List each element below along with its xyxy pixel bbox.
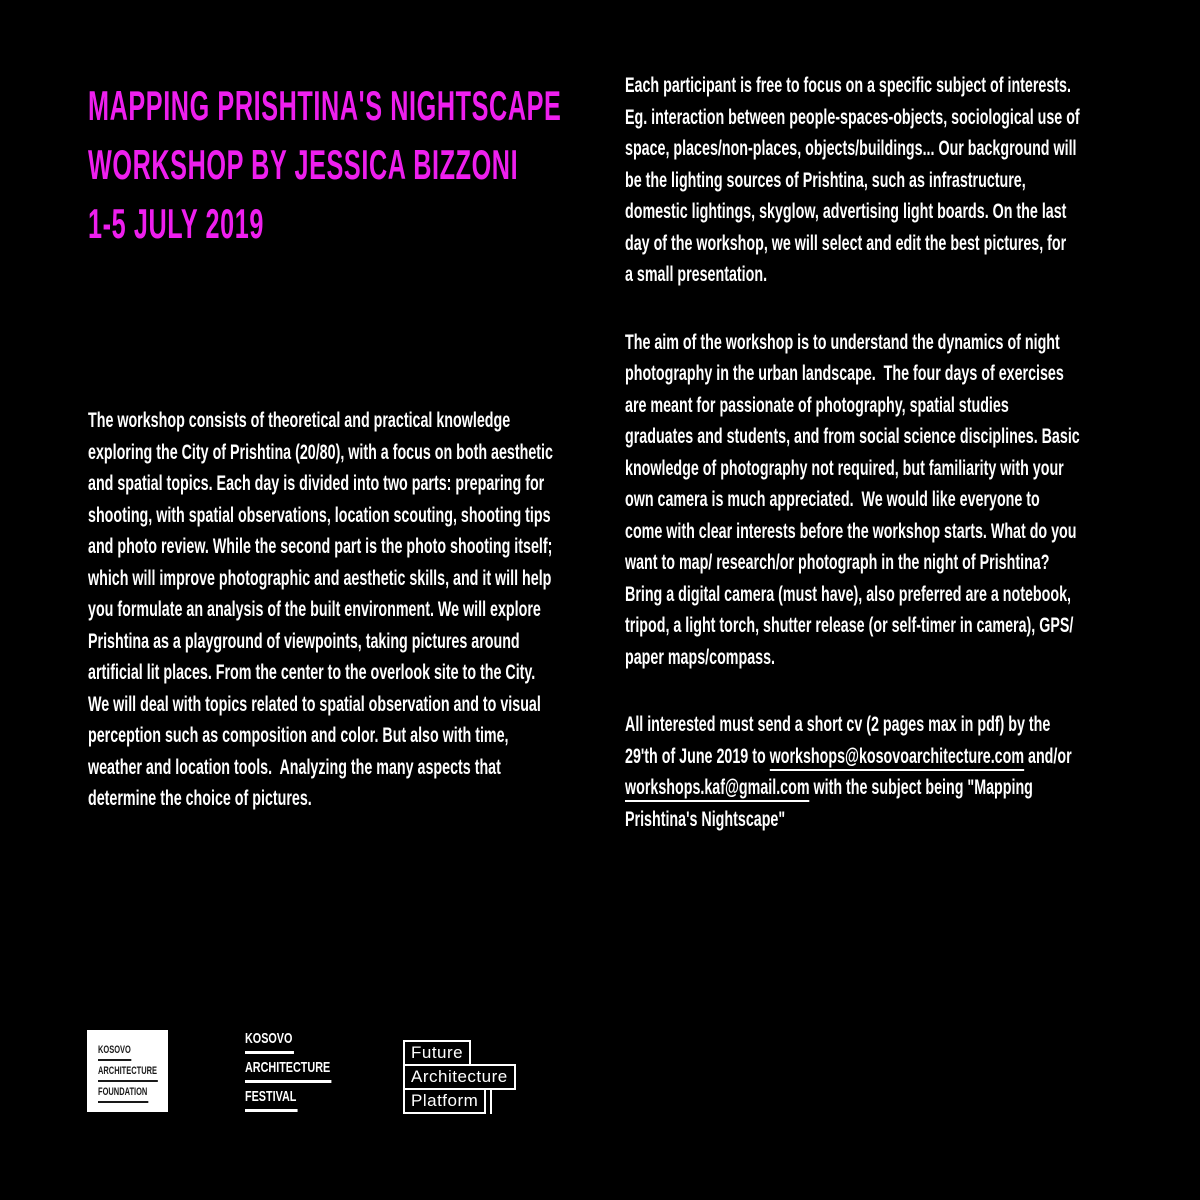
text-line: [88, 594, 553, 626]
text-segment: which will improve photographic and aesthetic skills, and it will help: [88, 566, 552, 590]
text-segment: day of the workshop, we will select and edit the best pictures, for: [625, 231, 1067, 255]
logo-word: FOUNDATION: [98, 1086, 148, 1103]
text-line: [88, 626, 553, 658]
logo-word-row: [98, 1061, 168, 1082]
text-segment: own camera is much appreciated. We would like everyone to: [625, 488, 1040, 511]
email-link[interactable]: workshops@kosovoarchitecture.com: [770, 745, 1024, 771]
text-segment: Prishtina as a playground of viewpoints, taking pictures around: [88, 629, 520, 653]
paragraph: [625, 327, 1080, 674]
text-line: [88, 752, 553, 784]
logo-word: KOSOVO: [98, 1044, 132, 1061]
text-line: [625, 70, 1080, 102]
paragraph: [625, 70, 1080, 291]
text-line: [625, 772, 1080, 804]
logo-word-row: [245, 1030, 365, 1059]
text-segment: and photo review. While the second part is the photo shooting itself;: [88, 535, 553, 558]
paragraph: [625, 709, 1080, 835]
text-line: [88, 500, 553, 532]
text-segment: artificial lit places. From the center to the overlook site to the City.: [88, 661, 536, 684]
text-segment: weather and location tools. Analyzing the many aspects that: [88, 755, 501, 779]
text-segment: knowledge of photography not required, but familiarity with your: [625, 456, 1064, 480]
text-line: [625, 228, 1080, 260]
text-segment: determine the choice of pictures.: [88, 787, 312, 810]
text-line: [625, 358, 1080, 390]
paragraph: [88, 405, 553, 815]
text-segment: perception such as composition and color. But also with time,: [88, 724, 509, 747]
text-line: [625, 579, 1080, 611]
left-column: [88, 405, 553, 815]
text-line: [88, 531, 553, 563]
logo-word-row: [403, 1040, 516, 1066]
text-segment: photography in the urban landscape. The four days of exercises: [625, 362, 1064, 385]
text-line: [88, 689, 553, 721]
logo-word: Future: [403, 1040, 471, 1066]
text-line: [625, 484, 1080, 516]
right-column: [625, 70, 1080, 835]
text-line: [625, 421, 1080, 453]
logo-word-row: [245, 1088, 365, 1117]
text-segment: be the lighting sources of Prishtina, such as infrastructure,: [625, 168, 1026, 192]
text-segment: The workshop consists of theoretical and practical knowledge: [88, 409, 511, 432]
title-line-2: WORKSHOP BY JESSICA BIZZONI: [88, 141, 519, 188]
text-segment: Each participant is free to focus on a specific subject of interests.: [625, 74, 1071, 97]
logo-word-row: [98, 1040, 168, 1061]
text-segment: you formulate an analysis of the built environment. We will explore: [88, 598, 541, 621]
text-segment: Prishtina's Nightscape": [625, 807, 786, 831]
text-line: [88, 468, 553, 500]
text-line: [88, 720, 553, 752]
logo-word-row: [403, 1066, 516, 1090]
logo-word-row: [403, 1090, 516, 1114]
text-line: [625, 709, 1080, 741]
logo-word: FESTIVAL: [245, 1088, 298, 1112]
logo-word: Platform: [403, 1088, 486, 1114]
logo-word-row: [98, 1082, 168, 1103]
text-segment: with the subject being "Mapping: [809, 776, 1033, 799]
text-line: [625, 547, 1080, 579]
text-line: [625, 102, 1080, 134]
email-link[interactable]: workshops.kaf@gmail.com: [625, 776, 810, 802]
text-line: [625, 196, 1080, 228]
text-segment: We will deal with topics related to spatial observation and to visual: [88, 692, 541, 716]
logo-word: KOSOVO: [245, 1030, 294, 1054]
text-segment: and spatial topics. Each day is divided into two parts: preparing for: [88, 472, 545, 495]
logo-word: ARCHITECTURE: [98, 1065, 158, 1082]
text-line: [625, 390, 1080, 422]
text-line: [625, 804, 1080, 836]
title-line-3: 1-5 JULY 2019: [88, 200, 264, 247]
text-segment: space, places/non-places, objects/buildings... Our background will: [625, 137, 1077, 160]
text-segment: are meant for passionate of photography, spatial studies: [625, 393, 1009, 417]
text-segment: exploring the City of Prishtina (20/80), with a focus on both aesthetic: [88, 440, 553, 464]
text-segment: Bring a digital camera (must have), also preferred are a notebook,: [625, 582, 1071, 606]
poster-title: [88, 76, 561, 253]
text-line: [625, 642, 1080, 674]
text-line: [88, 783, 553, 815]
text-line: [625, 516, 1080, 548]
text-line: [88, 405, 553, 437]
text-line: [88, 437, 553, 469]
text-segment: 29'th of June 2019 to: [625, 744, 770, 768]
title-line-1: MAPPING PRISHTINA'S NIGHTSCAPE: [88, 82, 562, 129]
text-segment: shooting, with spatial observations, location scouting, shooting tips: [88, 503, 551, 527]
future-architecture-platform-logo: [403, 1040, 516, 1114]
text-segment: come with clear interests before the workshop starts. What do you: [625, 519, 1077, 543]
text-line: [625, 165, 1080, 197]
text-segment: graduates and students, and from social science disciplines. Basic: [625, 425, 1080, 448]
text-segment: The aim of the workshop is to understand the dynamics of night: [625, 330, 1060, 354]
text-line: [625, 610, 1080, 642]
text-line: [625, 133, 1080, 165]
text-line: [625, 453, 1080, 485]
text-segment: paper maps/compass.: [625, 645, 776, 669]
text-line: [625, 327, 1080, 359]
kosovo-architecture-festival-logo: [245, 1030, 365, 1117]
text-segment: want to map/ research/or photograph in the night of Prishtina?: [625, 551, 1050, 574]
text-line: [625, 259, 1080, 291]
text-line: [625, 741, 1080, 773]
logo-word: Architecture: [403, 1064, 516, 1090]
logo-word: ARCHITECTURE: [245, 1059, 332, 1083]
text-segment: All interested must send a short cv (2 pages max in pdf) by the: [625, 713, 1051, 736]
text-line: [88, 563, 553, 595]
text-segment: a small presentation.: [625, 263, 768, 286]
text-segment: domestic lightings, skyglow, advertising light boards. On the last: [625, 200, 1067, 223]
text-segment: tripod, a light torch, shutter release (or self-timer in camera), GPS/: [625, 614, 1074, 637]
logo-vertical-line: [490, 1088, 492, 1114]
kosovo-architecture-foundation-logo: [87, 1030, 168, 1112]
text-line: [88, 657, 553, 689]
text-segment: Eg. interaction between people-spaces-objects, sociological use of: [625, 105, 1080, 129]
text-segment: and/or: [1024, 744, 1072, 768]
logo-word-row: [245, 1059, 365, 1088]
